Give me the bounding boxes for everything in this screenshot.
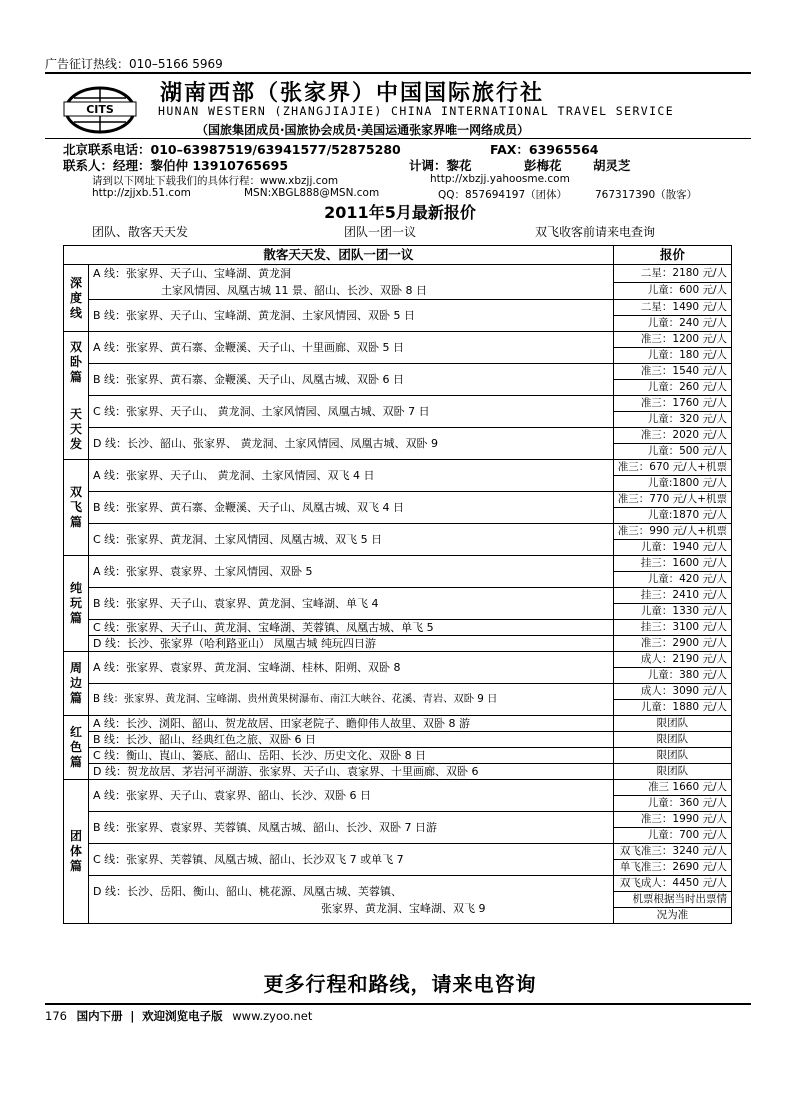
table-row — [64, 556, 732, 572]
table-row — [64, 684, 732, 700]
qq-individual: 767317390（散客） — [595, 189, 698, 201]
route-cell: B 线：张家界、天子山、宝峰湖、黄龙洞、土家风情园、双卧 5 日 — [89, 300, 614, 332]
fax: FAX：63965564 — [490, 142, 599, 157]
col-routes-header: 散客天天发、团队一团一议 — [64, 246, 614, 265]
download-url: 请到以下网址下载我们的具体行程：www.xbzjj.com — [92, 175, 339, 187]
route-cell: C 线：张家界、天子山、黄龙洞、宝峰湖、芙蓉镇、凤凰古城、单飞 5 — [89, 620, 614, 636]
price-cell: 二星：1490 元/人 — [613, 300, 731, 316]
footer-promo: 欢迎浏览电子版 — [142, 1009, 223, 1023]
price-cell: 儿童：260 元/人 — [613, 380, 731, 396]
category-deep: 深 度 线 — [64, 265, 89, 332]
contact-person: 联系人：经理：黎伯仲 13910765695 — [63, 158, 289, 173]
footer-section: 国内下册 — [76, 1009, 123, 1023]
subheader-mid: 团队一团一议 — [344, 225, 417, 239]
price-cell: 况为准 — [613, 908, 731, 924]
price-cell: 儿童：180 元/人 — [613, 348, 731, 364]
price-cell: 准三：1200 元/人 — [613, 332, 731, 348]
price-cell: 限团队 — [613, 764, 731, 780]
price-cell: 双飞成人：4450 元/人 — [613, 876, 731, 892]
price-cell: 准三：990 元/人+机票 — [613, 524, 731, 540]
category-fly: 双 飞 篇 — [64, 460, 89, 556]
dispatch-3: 胡灵芝 — [593, 158, 631, 173]
category-group: 团 体 篇 — [64, 780, 89, 924]
price-table — [63, 245, 732, 924]
price-cell: 儿童：1940 元/人 — [613, 540, 731, 556]
bottom-rule — [45, 1003, 751, 1005]
price-cell: 儿童：360 元/人 — [613, 796, 731, 812]
route-cell: A 线：张家界、黄石寨、金鞭溪、天子山、十里画廊、双卧 5 日 — [89, 332, 614, 364]
table-row — [64, 524, 732, 540]
price-cell: 挂三：2410 元/人 — [613, 588, 731, 604]
price-cell: 限团队 — [613, 716, 731, 732]
table-row — [64, 428, 732, 444]
route-cell: A 线：张家界、天子山、宝峰湖、黄龙洞 土家风情园、凤凰古城 11 景、韶山、长沙、双卧 8 日 — [89, 265, 614, 300]
membership-line: （国旅集团成员·国旅协会成员·美国运通张家界唯一网络成员） — [196, 123, 530, 137]
price-cell: 儿童：700 元/人 — [613, 828, 731, 844]
price-cell: 儿童：600 元/人 — [613, 282, 731, 300]
route-cell: A 线：长沙、浏阳、韶山、贺龙故居、田家老院子、瞻仰伟人故里、双卧 8 游 — [89, 716, 614, 732]
price-cell: 儿童：500 元/人 — [613, 444, 731, 460]
price-cell: 准三：2020 元/人 — [613, 428, 731, 444]
route-cell: D 线：长沙、韶山、张家界、 黄龙洞、土家风情园、凤凰古城、双卧 9 — [89, 428, 614, 460]
web-url-3: http://zjjxb.51.com — [92, 187, 191, 199]
table-row — [64, 332, 732, 348]
price-cell: 挂三：3100 元/人 — [613, 620, 731, 636]
price-cell: 准三：770 元/人+机票 — [613, 492, 731, 508]
route-cell: A 线：张家界、袁家界、土家风情园、双卧 5 — [89, 556, 614, 588]
route-cell: D 线：长沙、岳阳、衡山、韶山、桃花源、凤凰古城、芙蓉镇、 张家界、黄龙洞、宝峰湖、双飞 9 — [89, 876, 614, 924]
table-row — [64, 265, 732, 283]
price-cell: 成人：2190 元/人 — [613, 652, 731, 668]
price-cell: 儿童：380 元/人 — [613, 668, 731, 684]
subheader-left: 团队、散客天天发 — [92, 225, 189, 239]
price-cell: 准三：1990 元/人 — [613, 812, 731, 828]
route-cell: B 线：张家界、黄龙洞、宝峰湖、贵州黄果树瀑布、南江大峡谷、花溪、青岩、双卧 9 日 — [89, 684, 614, 716]
price-cell: 二星：2180 元/人 — [613, 265, 731, 283]
route-cell: D 线：贺龙故居、茅岩河平湖游、张家界、天子山、袁家界、十里画廊、双卧 6 — [89, 764, 614, 780]
price-cell: 儿童：240 元/人 — [613, 316, 731, 332]
table-row — [64, 364, 732, 380]
category-pure: 纯 玩 篇 — [64, 556, 89, 652]
table-row — [64, 620, 732, 636]
ad-hotline: 广告征订热线：010–5166 5969 — [45, 57, 223, 71]
table-row — [64, 764, 732, 780]
dispatch-2: 彭梅花 — [524, 158, 562, 173]
table-row — [64, 844, 732, 860]
price-cell: 儿童：320 元/人 — [613, 412, 731, 428]
footer — [45, 1008, 312, 1024]
page-number: 176 — [45, 1009, 67, 1023]
route-cell: B 线：长沙、韶山、经典红色之旅、双卧 6 日 — [89, 732, 614, 748]
route-cell: A 线：张家界、袁家界、黄龙洞、宝峰湖、桂林、阳朔、双卧 8 — [89, 652, 614, 684]
page-title: 2011年5月最新报价 — [324, 203, 476, 222]
route-cell: B 线：张家界、天子山、袁家界、黄龙洞、宝峰湖、单飞 4 — [89, 588, 614, 620]
table-row — [64, 716, 732, 732]
price-cell: 准三：2900 元/人 — [613, 636, 731, 652]
subheader-right: 双飞收客前请来电查询 — [535, 225, 656, 239]
web-url-2: http://xbzjj.yahoosme.com — [430, 173, 570, 185]
price-cell: 限团队 — [613, 748, 731, 764]
table-header-row — [64, 246, 732, 265]
price-cell: 儿童：420 元/人 — [613, 572, 731, 588]
price-cell: 儿童:1800 元/人 — [613, 476, 731, 492]
route-cell: B 线：张家界、黄石寨、金鞭溪、天子山、凤凰古城、双卧 6 日 — [89, 364, 614, 396]
dispatch-1: 计调：黎花 — [409, 158, 472, 173]
table-row — [64, 732, 732, 748]
table-row — [64, 300, 732, 316]
price-cell: 准三：670 元/人+机票 — [613, 460, 731, 476]
header-rule — [45, 138, 751, 139]
price-cell: 双飞准三：3240 元/人 — [613, 844, 731, 860]
table-row — [64, 588, 732, 604]
table-row — [64, 652, 732, 668]
table-row — [64, 748, 732, 764]
cits-logo — [60, 80, 140, 136]
route-cell: A 线：张家界、天子山、 黄龙洞、土家风情园、双飞 4 日 — [89, 460, 614, 492]
route-cell: D 线：长沙、张家界（哈利路亚山） 凤凰古城 纯玩四日游 — [89, 636, 614, 652]
price-cell: 机票根据当时出票情 — [613, 892, 731, 908]
table-row — [64, 780, 732, 796]
bottom-call-to-action: 更多行程和路线，请来电咨询 — [263, 972, 537, 996]
category-red: 红 色 篇 — [64, 716, 89, 780]
table-row — [64, 492, 732, 508]
top-rule — [45, 72, 751, 74]
table-row — [64, 876, 732, 892]
price-cell: 准三：1760 元/人 — [613, 396, 731, 412]
table-row — [64, 460, 732, 476]
footer-url[interactable]: www.zyoo.net — [232, 1009, 313, 1023]
category-nearby: 周 边 篇 — [64, 652, 89, 716]
price-cell: 成人：3090 元/人 — [613, 684, 731, 700]
table-row — [64, 396, 732, 412]
beijing-phone: 北京联系电话：010–63987519/63941577/52875280 — [63, 142, 401, 157]
qq-group: QQ：857694197（团体） — [438, 189, 568, 201]
route-cell: B 线：张家界、黄石寨、金鞭溪、天子山、凤凰古城、双飞 4 日 — [89, 492, 614, 524]
price-cell: 儿童：1330 元/人 — [613, 604, 731, 620]
col-price-header: 报价 — [613, 246, 731, 265]
price-cell: 限团队 — [613, 732, 731, 748]
company-name-en: HUNAN WESTERN (ZHANGJIAJIE) CHINA INTERNATIONAL TRAVEL SERVICE — [158, 104, 675, 118]
route-cell: C 线：张家界、芙蓉镇、凤凰古城、韶山、长沙双飞 7 或单飞 7 — [89, 844, 614, 876]
footer-separator: | — [130, 1009, 135, 1023]
price-cell: 挂三：1600 元/人 — [613, 556, 731, 572]
route-cell: B 线：张家界、袁家界、芙蓉镇、凤凰古城、韶山、长沙、双卧 7 日游 — [89, 812, 614, 844]
msn: MSN:XBGL888@MSN.com — [244, 187, 380, 199]
logo-text: CITS — [86, 103, 114, 116]
price-cell: 准三 1660 元/人 — [613, 780, 731, 796]
company-name-cn: 湖南西部（张家界）中国国际旅行社 — [160, 80, 545, 106]
price-cell: 儿童：1880 元/人 — [613, 700, 731, 716]
route-cell: A 线：张家界、天子山、袁家界、韶山、长沙、双卧 6 日 — [89, 780, 614, 812]
route-cell: C 线：衡山、崀山、篓底、韶山、岳阳、长沙、历史文化、双卧 8 日 — [89, 748, 614, 764]
table-row — [64, 812, 732, 828]
price-cell: 儿童:1870 元/人 — [613, 508, 731, 524]
price-cell: 单飞准三：2690 元/人 — [613, 860, 731, 876]
category-sleeper: 双 卧 篇 天 天 发 — [64, 332, 89, 460]
route-cell: C 线：张家界、黄龙洞、土家风情园、凤凰古城、双飞 5 日 — [89, 524, 614, 556]
table-row — [64, 636, 732, 652]
price-cell: 准三：1540 元/人 — [613, 364, 731, 380]
route-cell: C 线：张家界、天子山、 黄龙洞、土家风情园、凤凰古城、双卧 7 日 — [89, 396, 614, 428]
